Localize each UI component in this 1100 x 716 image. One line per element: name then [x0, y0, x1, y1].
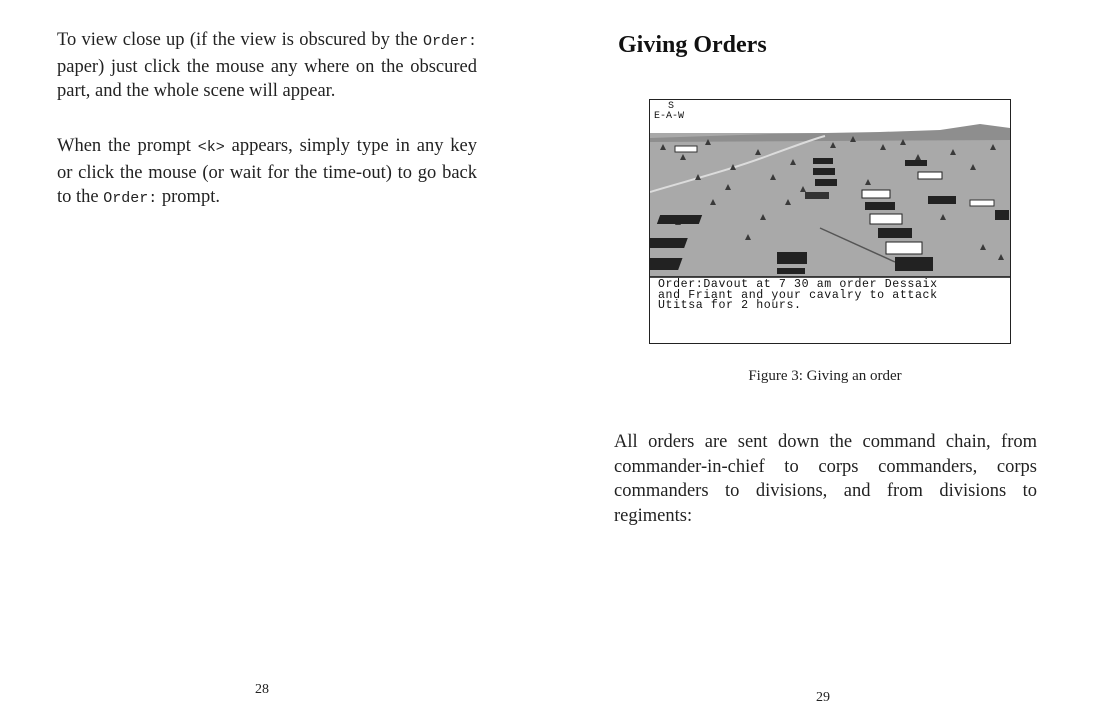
battlefield-ground — [650, 133, 1010, 277]
order-line-3: Utitsa for 2 hours. — [658, 299, 802, 312]
order-line-1: Order:Davout at 7 30 am order Dessaix — [658, 278, 938, 291]
para1-text-before: To view close up (if the view is obscured by the — [57, 30, 423, 50]
order-line-2: and Friant and your cavalry to attack — [658, 288, 938, 302]
para2-text-3: prompt. — [157, 187, 220, 207]
k-prompt-code: <k> — [197, 139, 225, 156]
paragraph-prompt-k — [57, 134, 477, 212]
figure-caption: Figure 3: Giving an order — [748, 368, 902, 384]
figure-game-screenshot — [649, 99, 1011, 344]
para2-text-2: appears, simply type in any key or click the mouse (or wait for the time-out) to go back to the — [57, 136, 478, 207]
page-number-right: 29 — [816, 690, 830, 705]
left-page — [0, 0, 540, 716]
right-page — [550, 0, 1100, 716]
order-panel — [658, 280, 1004, 312]
order-code: Order: — [422, 33, 477, 50]
para1-text-after: paper) just click the mouse any where on the obscured part, and the whole scene will appear. — [57, 56, 477, 101]
paragraph-view-close-up — [57, 28, 477, 104]
compass-east-west-label: E-A-W — [654, 111, 685, 122]
section-heading: Giving Orders — [618, 32, 767, 58]
order-prompt-code: Order: — [103, 190, 158, 207]
paragraph-command-chain: All orders are sent down the command chain, from commander-in-chief to corps commanders, corps commanders to divisions, and from divisions to regiments: — [614, 432, 1037, 526]
para2-text-1: When the prompt — [57, 136, 198, 156]
compass-south-label: S — [668, 101, 675, 112]
page-number-left: 28 — [255, 682, 269, 697]
